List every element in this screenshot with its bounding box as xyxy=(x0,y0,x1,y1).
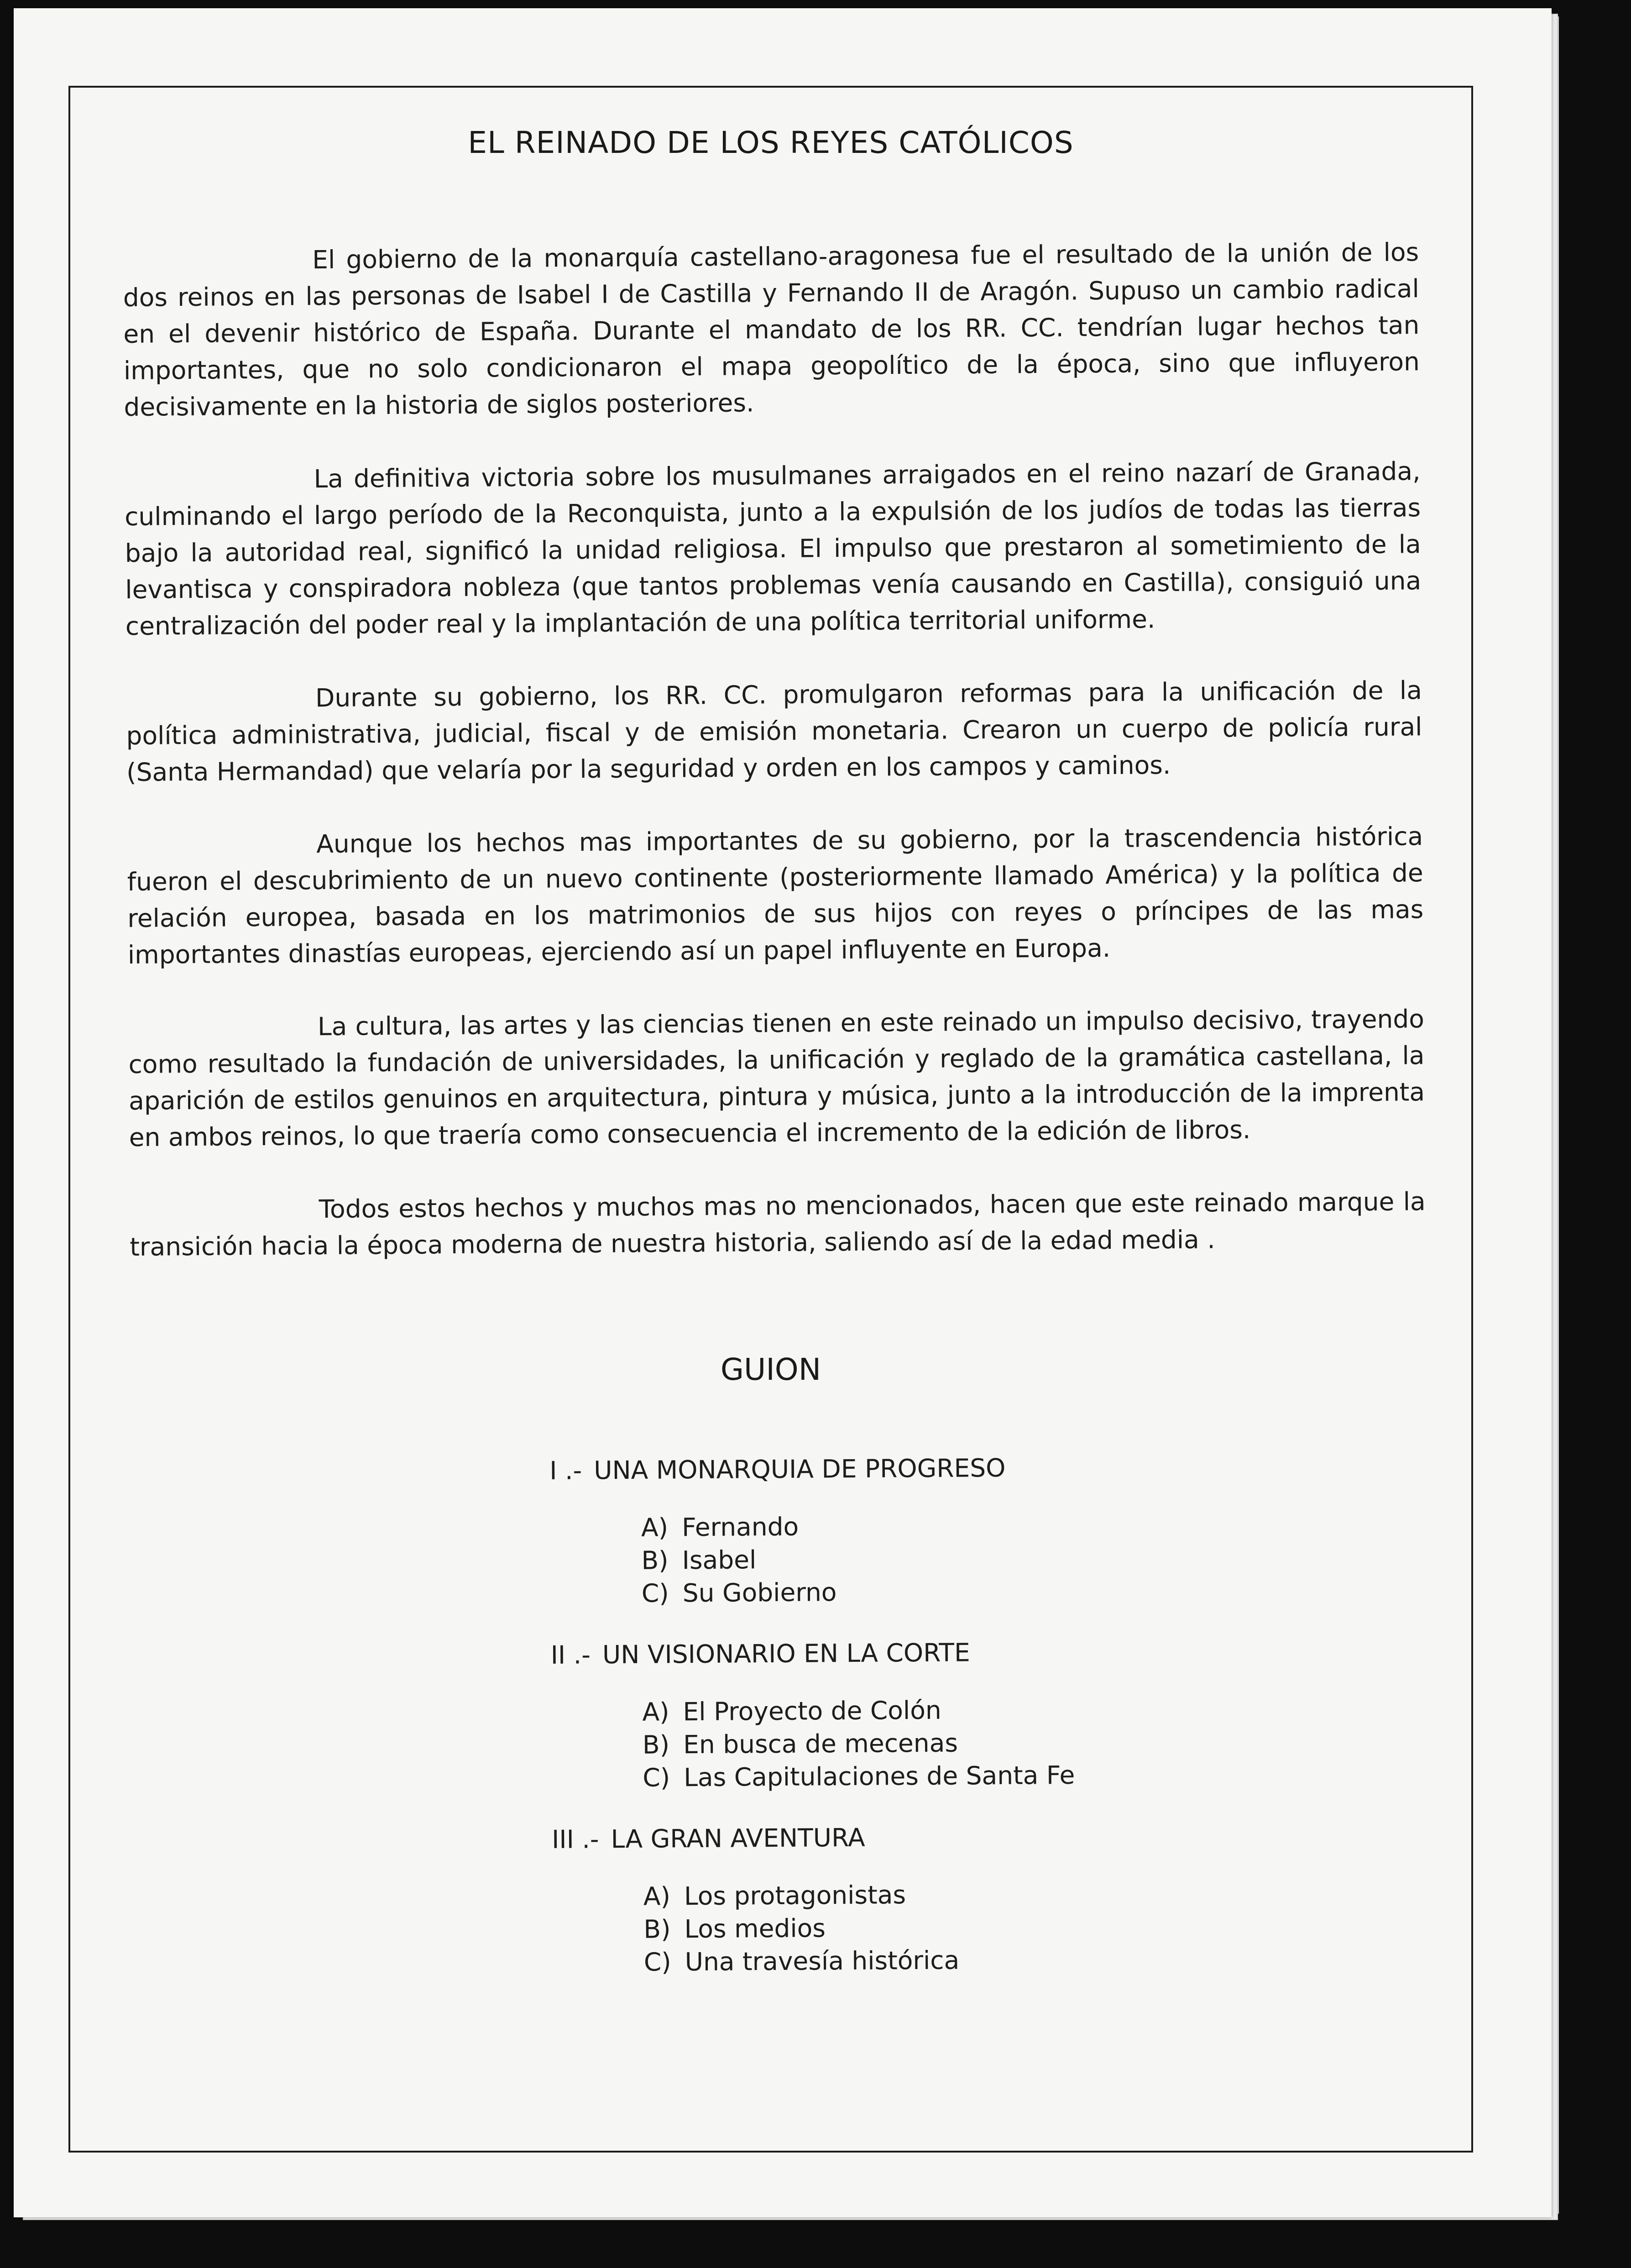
item-letter: A) xyxy=(643,1881,671,1911)
section-heading: UNA MONARQUIA DE PROGRESO xyxy=(594,1453,1006,1485)
item-letter: A) xyxy=(642,1697,669,1727)
section-heading-row xyxy=(550,1633,1235,1673)
section-heading: UN VISIONARIO EN LA CORTE xyxy=(602,1638,970,1670)
paragraph: El gobierno de la monarquía castellano-aragonesa fue el resultado de la unión de los dos reinos en las personas de Isabel I de Castilla y Fernando II de Aragón. Supuso un cambio radical en el devenir histórico de España. Durante el mandato de los RR. CC. tendrían lugar hechos tan importantes, que no solo condicionaron el mapa geopolítico de la época, sino que influyeron decisivamente en la historia de siglos posteriores. xyxy=(123,237,1420,422)
item-text: El Proyecto de Colón xyxy=(683,1695,941,1727)
item-text: Su Gobierno xyxy=(682,1577,837,1608)
section-numeral: II .- xyxy=(550,1640,591,1670)
outline-section xyxy=(552,1817,1237,1979)
outline-item xyxy=(642,1573,1235,1610)
item-letter: C) xyxy=(643,1763,670,1792)
item-text: Fernando xyxy=(681,1512,799,1542)
guion-outline xyxy=(549,1448,1237,2006)
document-body xyxy=(123,234,1426,1302)
outline-section xyxy=(549,1448,1235,1610)
page-border-frame xyxy=(68,86,1473,2153)
outline-item xyxy=(642,1692,1235,1728)
outline-item xyxy=(643,1909,1237,1946)
item-letter: B) xyxy=(641,1545,669,1575)
outline-item xyxy=(643,1758,1236,1794)
document-page xyxy=(14,8,1552,2217)
item-letter: A) xyxy=(641,1513,669,1542)
section-heading-row xyxy=(549,1448,1234,1489)
guion-title: GUION xyxy=(720,1352,821,1387)
outline-item xyxy=(644,1942,1237,1979)
section-heading-row xyxy=(552,1817,1236,1858)
item-letter: B) xyxy=(642,1730,670,1760)
outline-section xyxy=(550,1633,1236,1795)
paragraph: Durante su gobierno, los RR. CC. promulgaron reformas para la unificación de la política administrativa, judicial, fiscal y de emisión monetaria. Crearon un cuerpo de policía rural (Santa Hermandad) que velaría por la seguridad y orden en los campos y caminos. xyxy=(126,676,1422,787)
item-text: Los protagonistas xyxy=(684,1880,906,1911)
paragraph: La definitiva victoria sobre los musulmanes arraigados en el reino nazarí de Granada, culminando el largo período de la Reconquista, junto a la expulsión de los judíos de todas las tierras bajo la autoridad real, significó la unidad religiosa. El impulso que prestaron al sometimiento de la levantisca y conspiradora nobleza (que tantos problemas venía causando en Castilla), consiguió una centralización del poder real y la implantación de una política territorial uniforme. xyxy=(124,456,1422,641)
item-text: Los medios xyxy=(684,1913,826,1944)
item-letter: B) xyxy=(643,1914,671,1944)
outline-item xyxy=(641,1508,1234,1544)
item-text: Las Capitulaciones de Santa Fe xyxy=(684,1760,1075,1792)
item-text: En busca de mecenas xyxy=(683,1728,958,1760)
outline-item xyxy=(643,1725,1236,1761)
paragraph: Todos estos hechos y muchos mas no mencionados, hacen que este reinado marque la transición hacia la época moderna de nuestra historia, saliendo así de la edad media . xyxy=(130,1187,1426,1262)
item-letter: C) xyxy=(643,1947,671,1977)
paragraph: La cultura, las artes y las ciencias tienen en este reinado un impulso decisivo, trayendo como resultado la fundación de universidades, la unificación y reglado de la gramática castellana, la aparición de estilos genuinos en arquitectura, pintura y música, junto a la introducción de la imprenta en ambos reinos, lo que traería como consecuencia el incremento de la edición de libros. xyxy=(128,1004,1425,1152)
document-title: EL REINADO DE LOS REYES CATÓLICOS xyxy=(468,125,1074,160)
item-letter: C) xyxy=(641,1578,669,1608)
outline-item xyxy=(641,1540,1234,1577)
section-heading: LA GRAN AVENTURA xyxy=(611,1823,865,1854)
paragraph: Aunque los hechos mas importantes de su gobierno, por la trascendencia histórica fueron el descubrimiento de un nuevo continente (posteriormente llamado América) y la política de relación europea, basada en los matrimonios de sus hijos con reyes o príncipes de las mas importantes dinastías europeas, ejerciendo así un papel influyente en Europa. xyxy=(127,822,1424,969)
item-text: Una travesía histórica xyxy=(685,1945,960,1977)
item-text: Isabel xyxy=(682,1545,757,1575)
section-numeral: I .- xyxy=(549,1456,582,1485)
outline-item xyxy=(643,1876,1237,1913)
section-numeral: III .- xyxy=(551,1824,599,1854)
